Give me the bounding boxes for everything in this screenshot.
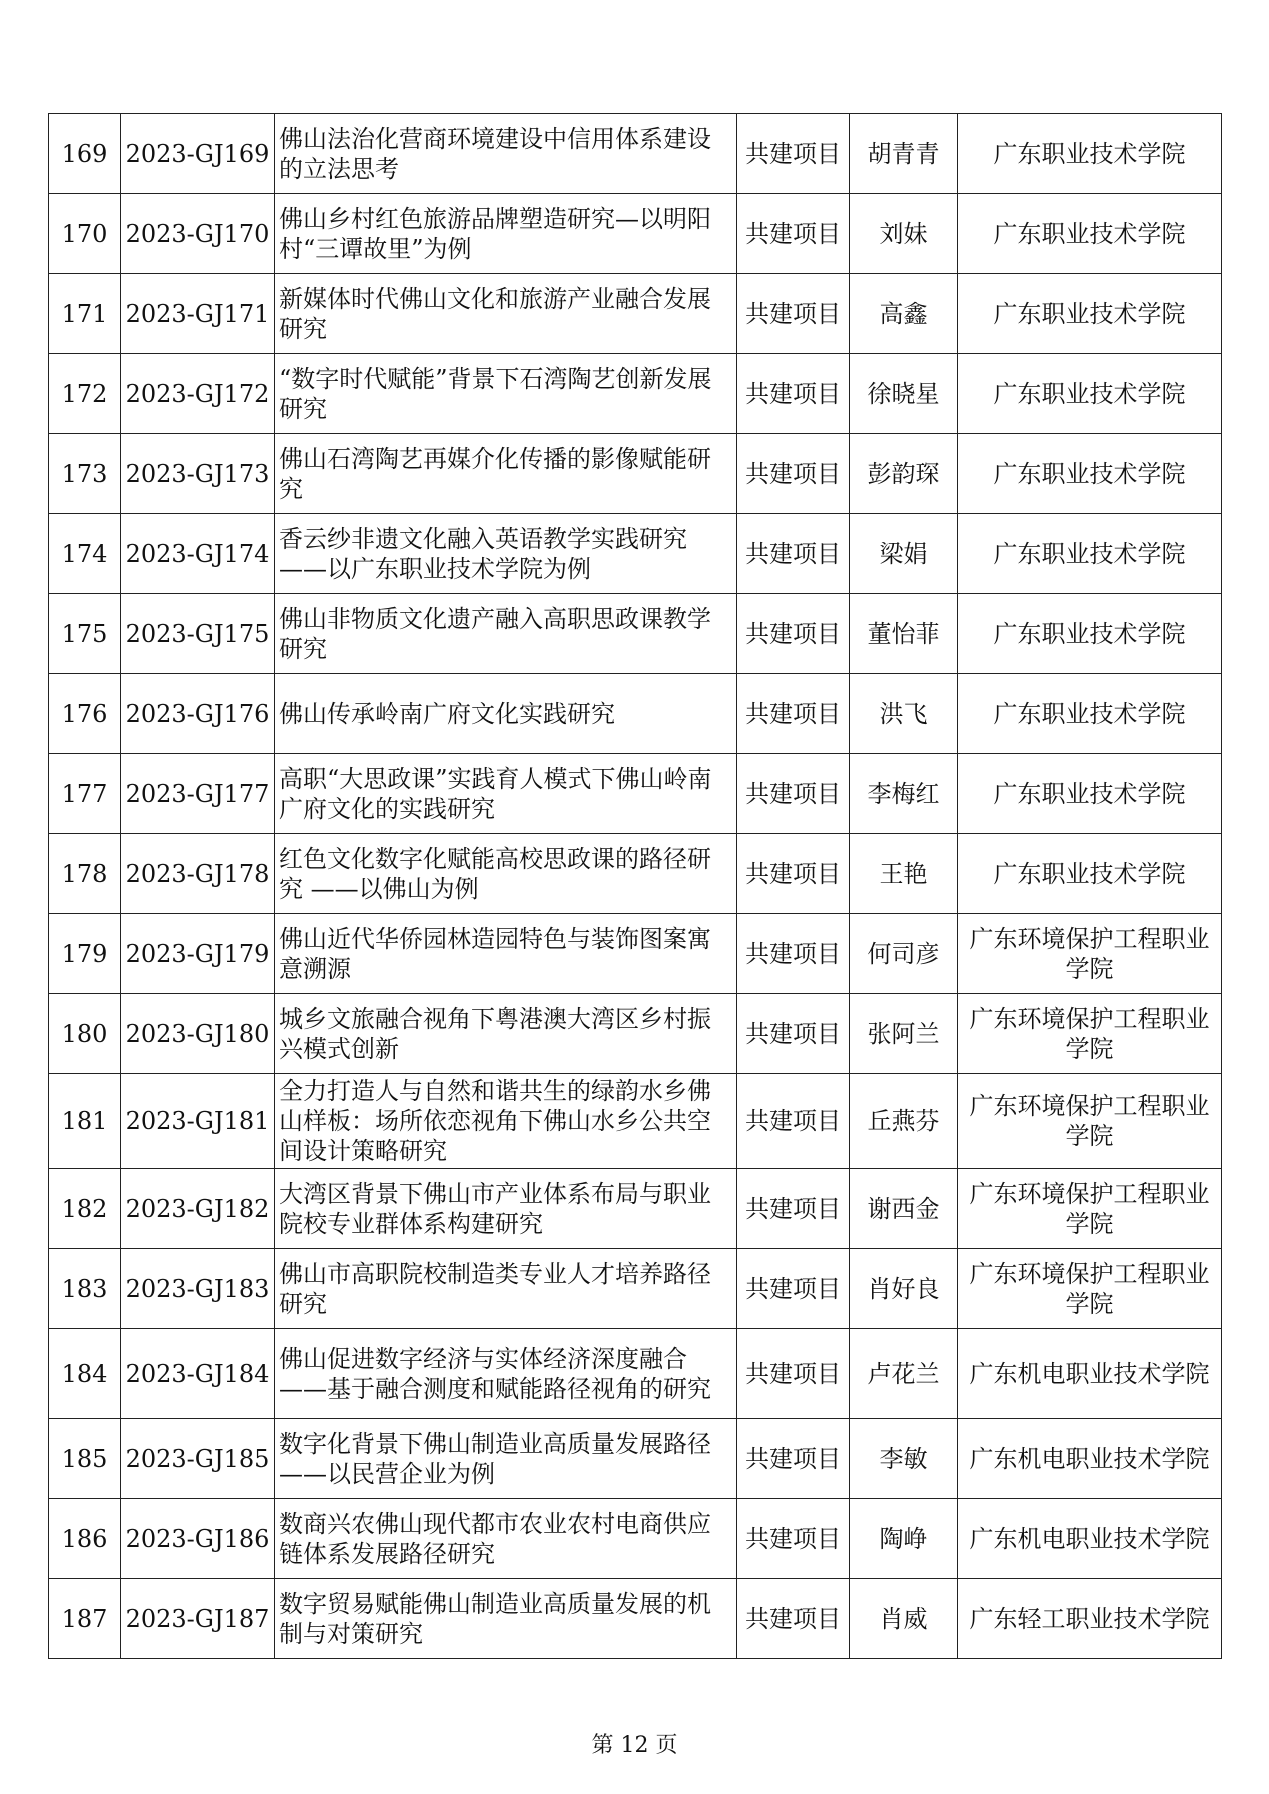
project-leader: 谢西金 <box>850 1169 958 1249</box>
row-number: 181 <box>49 1074 121 1169</box>
row-number: 183 <box>49 1249 121 1329</box>
project-title: “数字时代赋能”背景下石湾陶艺创新发展研究 <box>275 354 737 434</box>
institution: 广东环境保护工程职业学院 <box>958 1249 1222 1329</box>
institution: 广东环境保护工程职业学院 <box>958 994 1222 1074</box>
project-leader: 何司彦 <box>850 914 958 994</box>
table-row <box>49 1329 1222 1419</box>
project-code: 2023-GJ170 <box>121 194 275 274</box>
table-row <box>49 434 1222 514</box>
table-row <box>49 1249 1222 1329</box>
project-leader: 丘燕芬 <box>850 1074 958 1169</box>
table-row <box>49 194 1222 274</box>
project-code: 2023-GJ173 <box>121 434 275 514</box>
row-number: 171 <box>49 274 121 354</box>
row-number: 173 <box>49 434 121 514</box>
project-type: 共建项目 <box>737 834 850 914</box>
project-title: 香云纱非遗文化融入英语教学实践研究——以广东职业技术学院为例 <box>275 514 737 594</box>
institution: 广东机电职业技术学院 <box>958 1499 1222 1579</box>
project-leader: 肖好良 <box>850 1249 958 1329</box>
project-code: 2023-GJ182 <box>121 1169 275 1249</box>
table-row <box>49 754 1222 834</box>
project-type: 共建项目 <box>737 274 850 354</box>
table-row <box>49 354 1222 434</box>
table-row <box>49 1499 1222 1579</box>
project-title: 数商兴农佛山现代都市农业农村电商供应链体系发展路径研究 <box>275 1499 737 1579</box>
page-number: 第 12 页 <box>591 1733 678 1758</box>
project-title: 高职“大思政课”实践育人模式下佛山岭南广府文化的实践研究 <box>275 754 737 834</box>
project-code: 2023-GJ186 <box>121 1499 275 1579</box>
table-row <box>49 1579 1222 1659</box>
project-title: 佛山非物质文化遗产融入高职思政课教学研究 <box>275 594 737 674</box>
row-number: 185 <box>49 1419 121 1499</box>
project-code: 2023-GJ184 <box>121 1329 275 1419</box>
institution: 广东机电职业技术学院 <box>958 1329 1222 1419</box>
project-type: 共建项目 <box>737 914 850 994</box>
table-row <box>49 1419 1222 1499</box>
project-code: 2023-GJ171 <box>121 274 275 354</box>
project-title: 佛山传承岭南广府文化实践研究 <box>275 674 737 754</box>
project-type: 共建项目 <box>737 194 850 274</box>
row-number: 178 <box>49 834 121 914</box>
project-code: 2023-GJ175 <box>121 594 275 674</box>
project-title: 城乡文旅融合视角下粤港澳大湾区乡村振兴模式创新 <box>275 994 737 1074</box>
project-leader: 高鑫 <box>850 274 958 354</box>
projects-table <box>48 113 1222 1659</box>
project-type: 共建项目 <box>737 1579 850 1659</box>
project-title: 佛山市高职院校制造类专业人才培养路径研究 <box>275 1249 737 1329</box>
table-row <box>49 114 1222 194</box>
project-leader: 徐晓星 <box>850 354 958 434</box>
project-code: 2023-GJ176 <box>121 674 275 754</box>
project-leader: 董怡菲 <box>850 594 958 674</box>
table-row <box>49 674 1222 754</box>
project-type: 共建项目 <box>737 594 850 674</box>
project-title: 数字化背景下佛山制造业高质量发展路径——以民营企业为例 <box>275 1419 737 1499</box>
table-row <box>49 594 1222 674</box>
project-leader: 陶峥 <box>850 1499 958 1579</box>
project-type: 共建项目 <box>737 674 850 754</box>
project-type: 共建项目 <box>737 1329 850 1419</box>
project-leader: 胡青青 <box>850 114 958 194</box>
row-number: 184 <box>49 1329 121 1419</box>
project-type: 共建项目 <box>737 994 850 1074</box>
institution: 广东职业技术学院 <box>958 674 1222 754</box>
project-title: 大湾区背景下佛山市产业体系布局与职业院校专业群体系构建研究 <box>275 1169 737 1249</box>
institution: 广东职业技术学院 <box>958 434 1222 514</box>
project-type: 共建项目 <box>737 354 850 434</box>
project-type: 共建项目 <box>737 514 850 594</box>
row-number: 175 <box>49 594 121 674</box>
row-number: 176 <box>49 674 121 754</box>
project-type: 共建项目 <box>737 1249 850 1329</box>
project-leader: 彭韵琛 <box>850 434 958 514</box>
project-title: 佛山促进数字经济与实体经济深度融合——基于融合测度和赋能路径视角的研究 <box>275 1329 737 1419</box>
project-leader: 李敏 <box>850 1419 958 1499</box>
project-code: 2023-GJ180 <box>121 994 275 1074</box>
project-code: 2023-GJ177 <box>121 754 275 834</box>
project-leader: 肖威 <box>850 1579 958 1659</box>
row-number: 174 <box>49 514 121 594</box>
project-leader: 张阿兰 <box>850 994 958 1074</box>
institution: 广东环境保护工程职业学院 <box>958 1169 1222 1249</box>
table-row <box>49 994 1222 1074</box>
institution: 广东职业技术学院 <box>958 834 1222 914</box>
project-leader: 梁娟 <box>850 514 958 594</box>
institution: 广东职业技术学院 <box>958 194 1222 274</box>
row-number: 182 <box>49 1169 121 1249</box>
row-number: 172 <box>49 354 121 434</box>
project-leader: 王艳 <box>850 834 958 914</box>
institution: 广东职业技术学院 <box>958 514 1222 594</box>
institution: 广东机电职业技术学院 <box>958 1419 1222 1499</box>
project-title: 佛山乡村红色旅游品牌塑造研究—以明阳村“三谭故里”为例 <box>275 194 737 274</box>
project-type: 共建项目 <box>737 434 850 514</box>
institution: 广东职业技术学院 <box>958 354 1222 434</box>
project-code: 2023-GJ183 <box>121 1249 275 1329</box>
project-code: 2023-GJ179 <box>121 914 275 994</box>
project-type: 共建项目 <box>737 1074 850 1169</box>
project-code: 2023-GJ178 <box>121 834 275 914</box>
row-number: 170 <box>49 194 121 274</box>
row-number: 179 <box>49 914 121 994</box>
project-type: 共建项目 <box>737 1419 850 1499</box>
institution: 广东职业技术学院 <box>958 594 1222 674</box>
project-code: 2023-GJ181 <box>121 1074 275 1169</box>
institution: 广东职业技术学院 <box>958 754 1222 834</box>
table-row <box>49 514 1222 594</box>
table-body <box>49 114 1222 1659</box>
project-leader: 洪飞 <box>850 674 958 754</box>
project-code: 2023-GJ172 <box>121 354 275 434</box>
project-title: 数字贸易赋能佛山制造业高质量发展的机制与对策研究 <box>275 1579 737 1659</box>
project-type: 共建项目 <box>737 1499 850 1579</box>
project-title: 佛山石湾陶艺再媒介化传播的影像赋能研究 <box>275 434 737 514</box>
project-leader: 刘妹 <box>850 194 958 274</box>
table-row <box>49 914 1222 994</box>
institution: 广东环境保护工程职业学院 <box>958 1074 1222 1169</box>
institution: 广东环境保护工程职业学院 <box>958 914 1222 994</box>
project-code: 2023-GJ174 <box>121 514 275 594</box>
table-row <box>49 1074 1222 1169</box>
project-title: 佛山法治化营商环境建设中信用体系建设的立法思考 <box>275 114 737 194</box>
project-type: 共建项目 <box>737 114 850 194</box>
institution: 广东轻工职业技术学院 <box>958 1579 1222 1659</box>
institution: 广东职业技术学院 <box>958 114 1222 194</box>
table-row <box>49 274 1222 354</box>
row-number: 187 <box>49 1579 121 1659</box>
project-leader: 卢花兰 <box>850 1329 958 1419</box>
project-code: 2023-GJ187 <box>121 1579 275 1659</box>
project-title: 新媒体时代佛山文化和旅游产业融合发展研究 <box>275 274 737 354</box>
institution: 广东职业技术学院 <box>958 274 1222 354</box>
row-number: 180 <box>49 994 121 1074</box>
project-title: 佛山近代华侨园林造园特色与装饰图案寓意溯源 <box>275 914 737 994</box>
row-number: 169 <box>49 114 121 194</box>
table-row <box>49 834 1222 914</box>
project-code: 2023-GJ185 <box>121 1419 275 1499</box>
row-number: 186 <box>49 1499 121 1579</box>
project-code: 2023-GJ169 <box>121 114 275 194</box>
project-leader: 李梅红 <box>850 754 958 834</box>
row-number: 177 <box>49 754 121 834</box>
project-type: 共建项目 <box>737 754 850 834</box>
project-type: 共建项目 <box>737 1169 850 1249</box>
project-title: 红色文化数字化赋能高校思政课的路径研究 ——以佛山为例 <box>275 834 737 914</box>
project-title: 全力打造人与自然和谐共生的绿韵水乡佛山样板：场所依恋视角下佛山水乡公共空间设计策略研究 <box>275 1074 737 1169</box>
table-row <box>49 1169 1222 1249</box>
